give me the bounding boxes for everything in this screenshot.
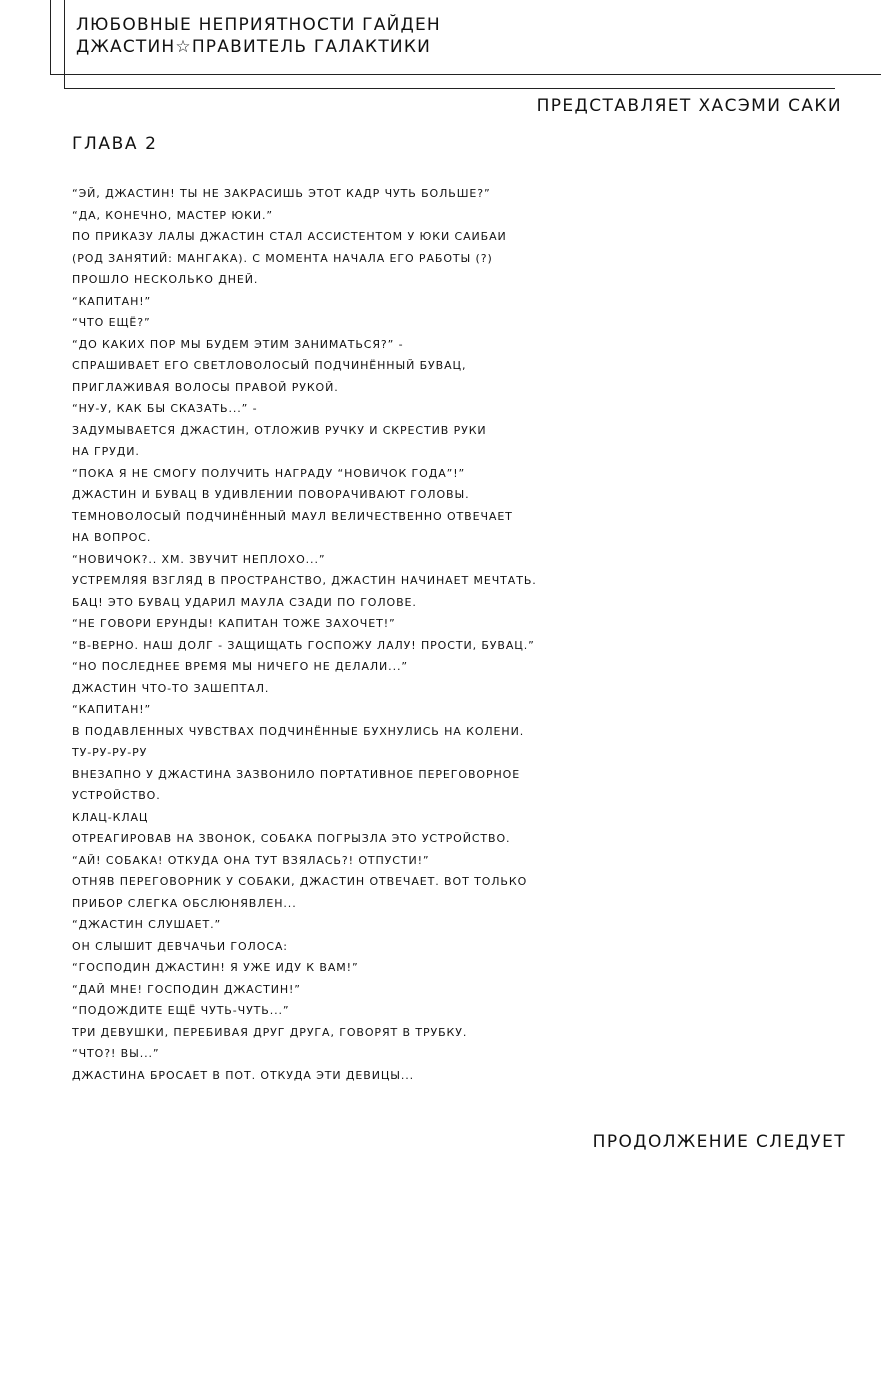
story-line: ТЕМНОВОЛОСЫЙ ПОДЧИНЁННЫЙ МАУЛ ВЕЛИЧЕСТВЕННО ОТВЕЧАЕТ <box>72 509 513 523</box>
series-header <box>76 14 441 58</box>
story-text <box>72 183 872 1086</box>
story-line: ОТРЕАГИРОВАВ НА ЗВОНОК, СОБАКА ПОГРЫЗЛА ЭТО УСТРОЙСТВО. <box>72 832 511 845</box>
story-line: “В-ВЕРНО. НАШ ДОЛГ - ЗАЩИЩАТЬ ГОСПОЖУ ЛАЛУ! ПРОСТИ, БУВАЦ.” <box>72 638 535 652</box>
story-line: КЛАЦ-КЛАЦ <box>72 810 149 824</box>
author-credit: ПРЕДСТАВЛЯЕТ ХАСЭМИ САКИ <box>536 96 842 116</box>
story-line: ОТНЯВ ПЕРЕГОВОРНИК У СОБАКИ, ДЖАСТИН ОТВЕЧАЕТ. ВОТ ТОЛЬКО <box>72 875 528 888</box>
story-line: ОН СЛЫШИТ ДЕВЧАЧЬИ ГОЛОСА: <box>72 939 288 953</box>
story-line: УСТРОЙСТВО. <box>72 789 161 802</box>
story-line: “НЕ ГОВОРИ ЕРУНДЫ! КАПИТАН ТОЖЕ ЗАХОЧЕТ!” <box>72 617 396 630</box>
story-line: УСТРЕМЛЯЯ ВЗГЛЯД В ПРОСТРАНСТВО, ДЖАСТИН НАЧИНАЕТ МЕЧТАТЬ. <box>72 574 537 587</box>
story-line: ПО ПРИКАЗУ ЛАЛЫ ДЖАСТИН СТАЛ АССИСТЕНТОМ У ЮКИ САИБАИ <box>72 230 507 243</box>
story-line: ТУ-РУ-РУ-РУ <box>72 746 148 759</box>
story-line: “ДА, КОНЕЧНО, МАСТЕР ЮКИ.” <box>72 208 273 222</box>
story-line: “НО ПОСЛЕДНЕЕ ВРЕМЯ МЫ НИЧЕГО НЕ ДЕЛАЛИ...” <box>72 660 408 673</box>
story-line: ДЖАСТИНА БРОСАЕТ В ПОТ. ОТКУДА ЭТИ ДЕВИЦЫ... <box>72 1068 415 1082</box>
story-line: ДЖАСТИН ЧТО-ТО ЗАШЕПТАЛ. <box>72 681 270 695</box>
story-line: НА ВОПРОС. <box>72 531 152 544</box>
story-line: ДЖАСТИН И БУВАЦ В УДИВЛЕНИИ ПОВОРАЧИВАЮТ ГОЛОВЫ. <box>72 488 470 501</box>
story-line: “ДО КАКИХ ПОР МЫ БУДЕМ ЭТИМ ЗАНИМАТЬСЯ?” - <box>72 337 404 351</box>
story-line: “КАПИТАН!” <box>72 703 152 716</box>
story-line: БАЦ! ЭТО БУВАЦ УДАРИЛ МАУЛА СЗАДИ ПО ГОЛОВЕ. <box>72 595 417 609</box>
to-be-continued: ПРОДОЛЖЕНИЕ СЛЕДУЕТ <box>592 1132 846 1152</box>
story-line: ЗАДУМЫВАЕТСЯ ДЖАСТИН, ОТЛОЖИВ РУЧКУ И СКРЕСТИВ РУКИ <box>72 423 487 437</box>
story-line: “ПОКА Я НЕ СМОГУ ПОЛУЧИТЬ НАГРАДУ “НОВИЧОК ГОДА”!” <box>72 466 466 480</box>
story-line: “ДЖАСТИН СЛУШАЕТ.” <box>72 918 222 931</box>
story-line: ПРИБОР СЛЕГКА ОБСЛЮНЯВЛЕН... <box>72 896 297 910</box>
series-subtitle: ДЖАСТИН☆ПРАВИТЕЛЬ ГАЛАКТИКИ <box>76 37 432 57</box>
story-line: “НУ-У, КАК БЫ СКАЗАТЬ...” - <box>72 402 258 415</box>
story-line: ТРИ ДЕВУШКИ, ПЕРЕБИВАЯ ДРУГ ДРУГА, ГОВОРЯТ В ТРУБКУ. <box>72 1025 468 1039</box>
story-line: “ГОСПОДИН ДЖАСТИН! Я УЖЕ ИДУ К ВАМ!” <box>72 961 359 974</box>
story-line: “ЧТО?! ВЫ...” <box>72 1047 160 1060</box>
series-title: ЛЮБОВНЫЕ НЕПРИЯТНОСТИ ГАЙДЕН <box>76 15 441 35</box>
story-line: (РОД ЗАНЯТИЙ: МАНГАКА). С МОМЕНТА НАЧАЛА ЕГО РАБОТЫ (?) <box>72 251 493 265</box>
story-line: ВНЕЗАПНО У ДЖАСТИНА ЗАЗВОНИЛО ПОРТАТИВНОЕ ПЕРЕГОВОРНОЕ <box>72 767 521 781</box>
story-line: В ПОДАВЛЕННЫХ ЧУВСТВАХ ПОДЧИНЁННЫЕ БУХНУЛИСЬ НА КОЛЕНИ. <box>72 724 525 738</box>
story-line: НА ГРУДИ. <box>72 445 140 458</box>
story-line: “АЙ! СОБАКА! ОТКУДА ОНА ТУТ ВЗЯЛАСЬ?! ОТПУСТИ!” <box>72 853 430 867</box>
story-line: “КАПИТАН!” <box>72 294 152 308</box>
story-line: “НОВИЧОК?.. ХМ. ЗВУЧИТ НЕПЛОХО...” <box>72 552 326 566</box>
story-line: ПРОШЛО НЕСКОЛЬКО ДНЕЙ. <box>72 273 259 286</box>
story-line: “ЭЙ, ДЖАСТИН! ТЫ НЕ ЗАКРАСИШЬ ЭТОТ КАДР ЧУТЬ БОЛЬШЕ?” <box>72 187 491 200</box>
chapter-title: ГЛАВА 2 <box>72 134 158 154</box>
story-line: “ПОДОЖДИТЕ ЕЩЁ ЧУТЬ-ЧУТЬ...” <box>72 1004 290 1017</box>
story-line: “ДАЙ МНЕ! ГОСПОДИН ДЖАСТИН!” <box>72 982 301 996</box>
story-line: СПРАШИВАЕТ ЕГО СВЕТЛОВОЛОСЫЙ ПОДЧИНЁННЫЙ БУВАЦ, <box>72 359 467 372</box>
story-line: “ЧТО ЕЩЁ?” <box>72 316 151 329</box>
story-line: ПРИГЛАЖИВАЯ ВОЛОСЫ ПРАВОЙ РУКОЙ. <box>72 380 339 394</box>
